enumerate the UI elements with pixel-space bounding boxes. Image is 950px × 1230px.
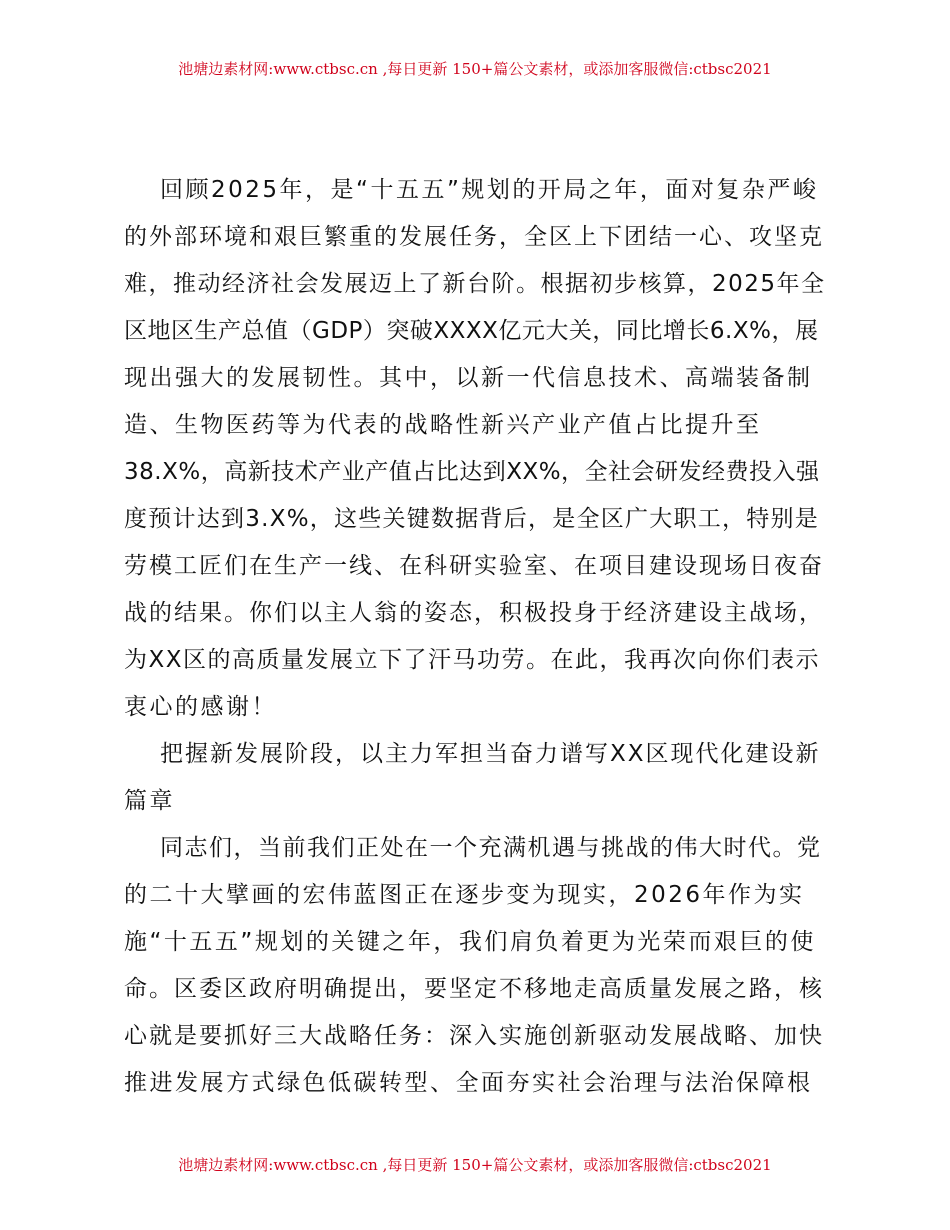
- footer-watermark: 池塘边素材网:www.ctbsc.cn ,每日更新 150+篇公文素材，或添加客服微信:ctbsc2021: [178, 1156, 772, 1174]
- text-line: 施“十五五”规划的关键之年，我们肩负着更为光荣而艰巨的使: [124, 929, 816, 955]
- text-line: 为XX区的高质量发展立下了汗马功劳。在此，我再次向你们表示: [124, 647, 821, 673]
- text-line: 的二十大擘画的宏伟蓝图正在逐步变为现实，2026年作为实: [124, 882, 805, 908]
- text-line: 难，推动经济社会发展迈上了新台阶。根据初步核算，2025年全: [124, 271, 826, 297]
- text-line: 同志们，当前我们正处在一个充满机遇与挑战的伟大时代。党: [160, 835, 822, 861]
- text-line: 回顾2025年，是“十五五”规划的开局之年，面对复杂严峻: [160, 177, 819, 203]
- text-line: 命。区委区政府明确提出，要坚定不移地走高质量发展之路，核: [124, 976, 824, 1002]
- text-line: 推进发展方式绿色低碳转型、全面夯实社会治理与法治保障根: [124, 1070, 813, 1096]
- header-watermark: 池塘边素材网:www.ctbsc.cn ,每日更新 150+篇公文素材，或添加客服微信:ctbsc2021: [178, 60, 772, 78]
- text-line: 劳模工匠们在生产一线、在科研实验室、在项目建设现场日夜奋: [124, 553, 824, 579]
- text-line: 造、生物医药等为代表的战略性新兴产业产值占比提升至: [124, 412, 762, 438]
- section-heading-line: 把握新发展阶段，以主力军担当奋力谱写XX区现代化建设新: [160, 741, 821, 767]
- text-line: 现出强大的发展韧性。其中，以新一代信息技术、高端装备制: [124, 365, 813, 391]
- section-heading-line: 篇章: [124, 788, 175, 814]
- text-line: 战的结果。你们以主人翁的姿态，积极投身于经济建设主战场，: [124, 600, 824, 626]
- text-line: 心就是要抓好三大战略任务：深入实施创新驱动发展战略、加快: [124, 1023, 824, 1049]
- text-line: 38.X%，高新技术产业产值占比达到XX%，全社会研发经费投入强: [124, 459, 820, 485]
- text-line: 度预计达到3.X%，这些关键数据背后，是全区广大职工，特别是: [124, 506, 820, 532]
- text-line: 衷心的感谢！: [124, 694, 277, 720]
- text-line: 区地区生产总值（GDP）突破XXXX亿元大关，同比增长6.X%，展: [124, 318, 819, 344]
- text-line: 的外部环境和艰巨繁重的发展任务，全区上下团结一心、攻坚克: [124, 224, 824, 250]
